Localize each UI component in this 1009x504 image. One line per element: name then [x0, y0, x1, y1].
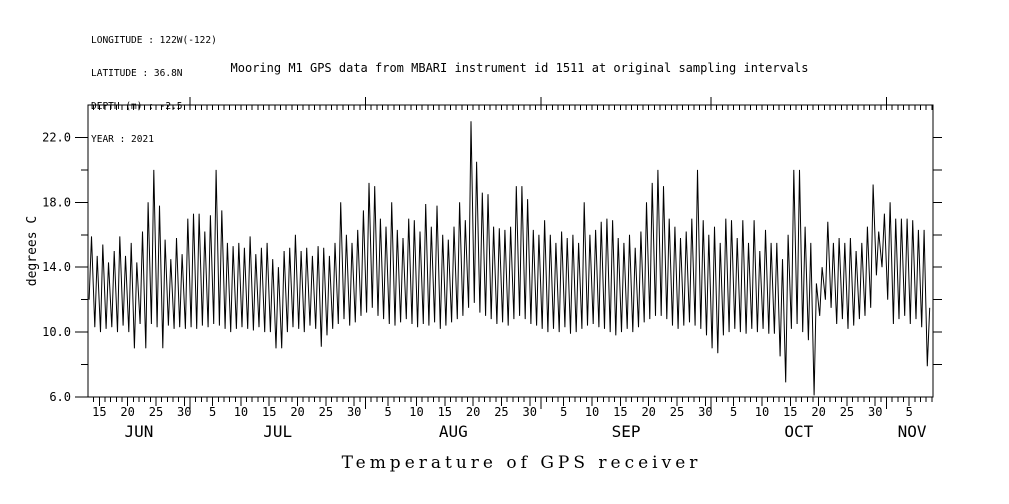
x-tick-label: 25 [318, 405, 334, 419]
month-label: OCT [784, 422, 814, 441]
month-label: JUL [263, 422, 293, 441]
x-tick-label: 15 [437, 405, 453, 419]
y-tick-label: 6.0 [49, 390, 71, 404]
x-tick-label: 10 [584, 405, 600, 419]
y-tick-label: 22.0 [42, 130, 71, 145]
y-axis-label: degrees C [25, 215, 40, 287]
month-label: AUG [438, 422, 468, 441]
chart-title: Mooring M1 GPS data from MBARI instrument id 1511 at original sampling intervals [230, 61, 809, 75]
x-tick-label: 25 [839, 405, 855, 419]
x-tick-label: 30 [698, 405, 713, 419]
x-tick-label: 10 [233, 405, 249, 419]
x-tick-label: 5 [208, 405, 217, 419]
x-tick-label: 5 [560, 405, 568, 419]
x-tick-label: 30 [177, 405, 192, 419]
x-tick-label: 10 [754, 405, 770, 419]
x-tick-label: 25 [669, 405, 685, 419]
x-tick-label: 30 [868, 405, 883, 419]
x-tick-label: 20 [641, 405, 656, 419]
month-label: SEP [611, 422, 641, 441]
meta-depth: DEPTH (m) : -2.5 [91, 101, 183, 112]
x-tick-label: 30 [522, 405, 537, 419]
meta-year: YEAR : 2021 [91, 134, 154, 145]
x-tick-label: 5 [384, 405, 392, 419]
y-tick-label: 18.0 [42, 195, 71, 210]
meta-longitude: LONGITUDE : 122W(-122) [91, 35, 217, 46]
chart-caption: Temperature of GPS receiver [341, 453, 702, 473]
x-tick-label: 20 [290, 405, 305, 419]
x-tick-label: 15 [613, 405, 628, 419]
y-tick-label: 14.0 [42, 260, 71, 275]
x-tick-label: 15 [783, 405, 798, 419]
x-tick-label: 5 [905, 405, 913, 419]
y-tick-label: 10.0 [42, 325, 71, 340]
x-tick-label: 20 [465, 405, 481, 419]
month-label: NOV [897, 422, 927, 441]
x-tick-label: 30 [346, 405, 362, 419]
x-tick-label: 25 [494, 405, 509, 419]
x-tick-label: 25 [148, 405, 164, 419]
x-tick-label: 15 [262, 405, 277, 419]
data-line-group [89, 121, 930, 395]
x-tick-label: 10 [409, 405, 424, 419]
x-tick-label: 20 [120, 405, 135, 419]
x-tick-label: 5 [730, 405, 738, 419]
x-tick-label: 20 [811, 405, 826, 419]
meta-latitude: LATITUDE : 36.8N [91, 68, 183, 79]
temperature-series-line [89, 121, 930, 395]
month-label: JUN [124, 422, 154, 441]
x-tick-label: 15 [92, 405, 107, 419]
